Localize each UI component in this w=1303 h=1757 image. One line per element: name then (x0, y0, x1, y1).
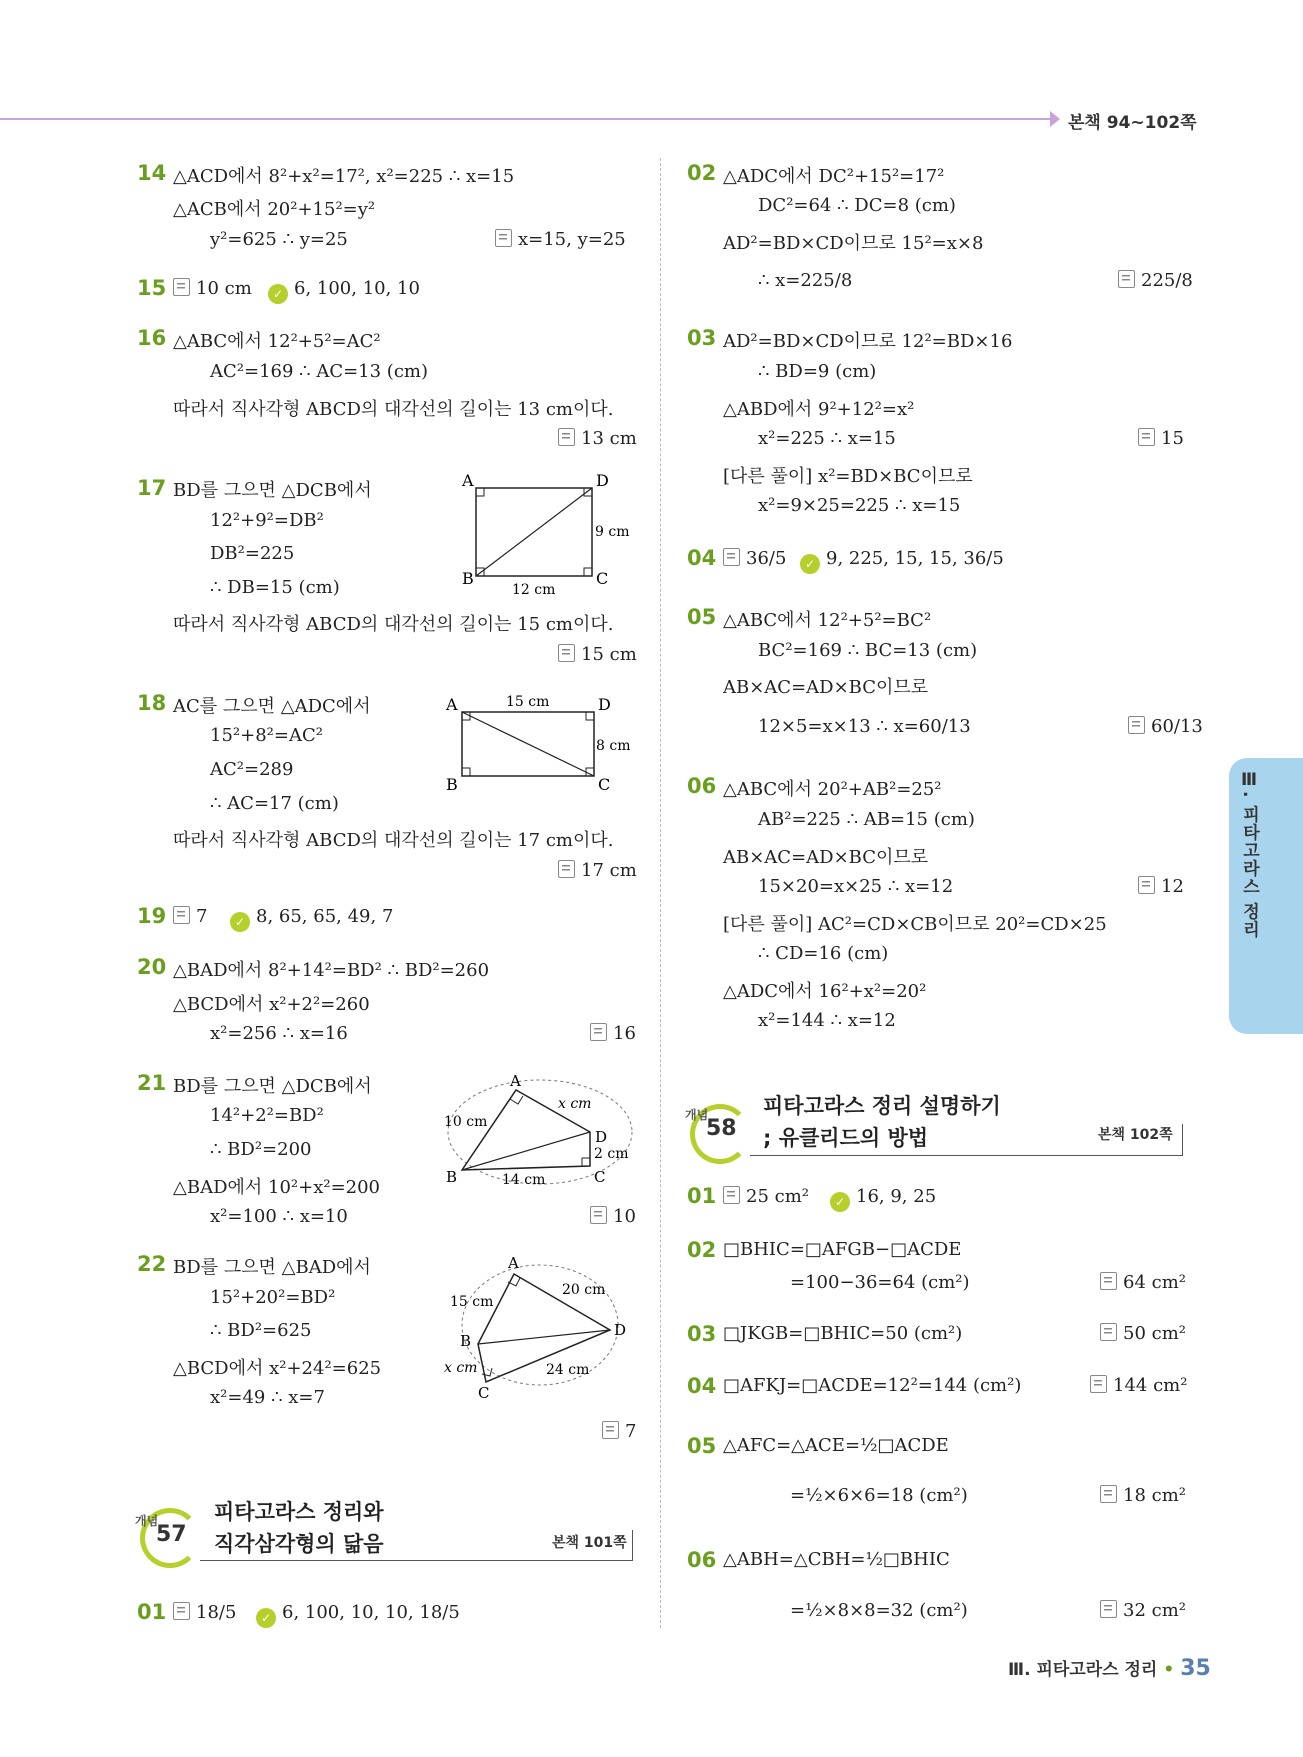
concept-underline (750, 1155, 1182, 1156)
answer: 10 cm (173, 278, 252, 299)
solution-line: ∴ AC=17 (cm) (210, 793, 339, 814)
concept-title-line2: 직각삼각형의 닮음 (214, 1532, 384, 1556)
problem-number: 19 (137, 904, 167, 928)
edge-label-bc: 14 cm (502, 1172, 546, 1188)
solution-line: AB×AC=AD×BC이므로 (723, 677, 929, 698)
check-values: 16, 9, 25 (856, 1186, 937, 1207)
solution-line: AB²=225 ∴ AB=15 (cm) (758, 809, 975, 830)
solution-line: AD²=BD×CD이므로 12²=BD×16 (723, 331, 1013, 352)
problem-number: 05 (687, 1434, 717, 1458)
solution-line: BD를 그으면 △DCB에서 (173, 480, 372, 501)
check-values: 9, 225, 15, 15, 36/5 (826, 548, 1004, 569)
solution-line: [다른 풀이] x²=BD×BC이므로 (723, 466, 973, 487)
page-footer: Ⅲ. 피타고라스 정리 • 35 (1008, 1656, 1211, 1681)
problem-number: 16 (137, 326, 167, 350)
solution-line: △BCD에서 x²+2²=260 (173, 994, 370, 1015)
solution-line: ∴ DB=15 (cm) (210, 577, 340, 598)
header-arrow-icon (1050, 111, 1060, 127)
solution-line: △ABH=△CBH=½□BHIC (723, 1549, 950, 1570)
check-values: 8, 65, 65, 49, 7 (256, 906, 394, 927)
problem-number: 06 (687, 1548, 717, 1572)
solution-line: =½×6×6=18 (cm²) (790, 1485, 968, 1506)
answer: 18 cm² (1100, 1485, 1186, 1506)
solution-line: △BAD에서 10²+x²=200 (173, 1177, 381, 1198)
solution-line: AC를 그으면 △ADC에서 (173, 696, 371, 717)
bottom-length-label: 12 cm (512, 582, 556, 598)
problem-number: 20 (137, 955, 167, 979)
solution-line: x²=225 ∴ x=15 (758, 428, 896, 449)
vertex-label-d: D (595, 1128, 608, 1146)
vertex-label-c: C (598, 775, 611, 794)
vertex-label-d: D (598, 695, 611, 714)
vertex-label-c: C (596, 569, 609, 588)
problem-number: 03 (687, 326, 717, 350)
answer: 12 (1138, 876, 1184, 897)
answer: 15 cm (558, 644, 637, 665)
top-length-label: 15 cm (506, 694, 550, 710)
concept-underline (200, 1560, 632, 1561)
edge-label-dc: 2 cm (594, 1146, 629, 1162)
solution-line: DB²=225 (210, 543, 295, 564)
solution-line: 12×5=x×13 ∴ x=60/13 (758, 716, 971, 737)
problem-number: 02 (687, 161, 717, 185)
edge-label-ab: 10 cm (444, 1114, 488, 1130)
solution-line: △AFC=△ACE=½□ACDE (723, 1435, 949, 1456)
problem-number: 03 (687, 1322, 717, 1346)
solution-line: 15²+8²=AC² (210, 725, 323, 746)
solution-line: ∴ x=225/8 (758, 270, 853, 291)
answer: 64 cm² (1100, 1272, 1186, 1293)
solution-line: △ADC에서 16²+x²=20² (723, 981, 927, 1002)
solution-line: △ABC에서 12²+5²=AC² (173, 331, 381, 352)
answer: 7 (602, 1421, 636, 1442)
solution-line: △ACD에서 8²+x²=17², x²=225 ∴ x=15 (173, 166, 515, 187)
problem-number: 04 (687, 546, 717, 570)
problem-number: 04 (687, 1374, 717, 1398)
header-rule (0, 118, 1055, 120)
pencil-check-icon: ✓ (256, 1608, 276, 1628)
answer: 13 cm (558, 428, 637, 449)
solution-line: △BCD에서 x²+24²=625 (173, 1358, 382, 1379)
column-divider (660, 158, 661, 1628)
answer: 50 cm² (1100, 1323, 1186, 1344)
solution-line: △ABC에서 12²+5²=BC² (723, 610, 932, 631)
problem-number: 02 (687, 1238, 717, 1262)
problem-number: 17 (137, 476, 167, 500)
solution-line: BC²=169 ∴ BC=13 (cm) (758, 640, 978, 661)
edge-label-ad: 20 cm (562, 1282, 606, 1298)
solution-line: □BHIC=□AFGB−□ACDE (723, 1239, 962, 1260)
side-length-label: 8 cm (596, 738, 630, 754)
concept-bracket (1182, 1124, 1183, 1156)
solution-line: AC²=169 ∴ AC=13 (cm) (210, 361, 428, 382)
vertex-label-b: B (446, 1168, 458, 1186)
check-line (250, 278, 420, 304)
problem-number: 18 (137, 691, 167, 715)
vertex-label-b: B (462, 569, 474, 588)
concept-number: 57 (156, 1522, 187, 1547)
solution-line: 15×20=x×25 ∴ x=12 (758, 876, 954, 897)
solution-line: 따라서 직사각형 ABCD의 대각선의 길이는 17 cm이다. (173, 830, 614, 851)
answer: 15 (1138, 428, 1184, 449)
pencil-check-icon: ✓ (230, 912, 250, 932)
figure-18-rectangle (440, 690, 630, 800)
edge-label-ab: 15 cm (450, 1294, 494, 1310)
solution-line: y²=625 ∴ y=25 (210, 229, 348, 250)
check-line (212, 906, 393, 932)
vertex-label-c: C (594, 1168, 606, 1186)
vertex-label-c: C (478, 1384, 490, 1400)
solution-line: ∴ BD²=625 (210, 1320, 312, 1341)
answer: x=15, y=25 (495, 229, 626, 250)
solution-line: 12²+9²=DB² (210, 510, 324, 531)
check-line (782, 548, 1004, 574)
solution-line: BD를 그으면 △BAD에서 (173, 1257, 371, 1278)
figure-22-quadrilateral (440, 1250, 640, 1400)
pencil-check-icon: ✓ (830, 1192, 850, 1212)
solution-line: AC²=289 (210, 759, 294, 780)
vertex-label-a: A (462, 471, 474, 490)
answer: 7 (173, 906, 207, 927)
edge-label-cd: 24 cm (546, 1362, 590, 1378)
vertex-label-d: D (596, 471, 609, 490)
problem-number: 14 (137, 161, 167, 185)
problem-number: 06 (687, 774, 717, 798)
concept-label: 개념 (685, 1108, 709, 1122)
pencil-check-icon: ✓ (268, 284, 288, 304)
solution-line: 따라서 직사각형 ABCD의 대각선의 길이는 13 cm이다. (173, 399, 614, 420)
check-values: 6, 100, 10, 10 (294, 278, 420, 299)
solution-line: △ADC에서 DC²+15²=17² (723, 166, 945, 187)
concept-title-line1: 피타고라스 정리 설명하기 (763, 1094, 1001, 1118)
answer: 32 cm² (1100, 1600, 1186, 1621)
vertex-label-a: A (508, 1254, 519, 1272)
problem-number: 21 (137, 1071, 167, 1095)
solution-line: 14²+2²=BD² (210, 1105, 324, 1126)
solution-line: [다른 풀이] AC²=CD×CB이므로 20²=CD×25 (723, 914, 1107, 935)
footer-chapter: Ⅲ. 피타고라스 정리 (1008, 1660, 1158, 1680)
concept-title-line2: ; 유클리드의 방법 (763, 1126, 929, 1150)
solution-line: △ACB에서 20²+15²=y² (173, 199, 376, 220)
answer: 10 (590, 1206, 636, 1227)
solution-line: x²=49 ∴ x=7 (210, 1387, 325, 1408)
check-values: 6, 100, 10, 10, 18/5 (282, 1602, 460, 1623)
header-page-ref: 본책 94~102쪽 (1068, 113, 1197, 133)
solution-line: x²=144 ∴ x=12 (758, 1010, 896, 1031)
solution-line: AB×AC=AD×BC이므로 (723, 847, 929, 868)
concept-number: 58 (706, 1116, 737, 1141)
solution-line: ∴ CD=16 (cm) (758, 943, 889, 964)
solution-line: x²=100 ∴ x=10 (210, 1206, 348, 1227)
vertex-label-a: A (446, 695, 458, 714)
problem-number: 01 (687, 1184, 717, 1208)
solution-line: DC²=64 ∴ DC=8 (cm) (758, 195, 956, 216)
solution-line: □AFKJ=□ACDE=12²=144 (cm²) (723, 1375, 1022, 1396)
concept-page-ref: 본책 101쪽 (552, 1535, 627, 1551)
solution-line: ∴ BD=9 (cm) (758, 361, 877, 382)
concept-title-line1: 피타고라스 정리와 (214, 1500, 384, 1524)
concept-page-ref: 본책 102쪽 (1098, 1127, 1173, 1143)
solution-line: △ABD에서 9²+12²=x² (723, 399, 915, 420)
answer: 60/13 (1128, 716, 1203, 737)
solution-line: AD²=BD×CD이므로 15²=x×8 (723, 233, 984, 254)
vertex-label-d: D (614, 1321, 627, 1339)
answer: 25 cm² (723, 1186, 809, 1207)
problem-number: 01 (137, 1600, 167, 1624)
side-length-label: 9 cm (595, 524, 630, 540)
vertex-label-b: B (446, 775, 458, 794)
solution-line: △BAD에서 8²+14²=BD² ∴ BD²=260 (173, 960, 490, 981)
problem-number: 15 (137, 276, 167, 300)
solution-line: BD를 그으면 △DCB에서 (173, 1076, 372, 1097)
page-number: 35 (1180, 1656, 1211, 1681)
solution-line: □JKGB=□BHIC=50 (cm²) (723, 1323, 963, 1344)
answer: 18/5 (173, 1602, 236, 1623)
concept-label: 개념 (135, 1514, 159, 1528)
solution-line: △ABC에서 20²+AB²=25² (723, 779, 942, 800)
figure-17-rectangle (450, 470, 630, 600)
check-line (812, 1186, 936, 1212)
vertex-label-b: B (460, 1332, 472, 1350)
solution-line: x²=256 ∴ x=16 (210, 1023, 348, 1044)
solution-line: 15²+20²=BD² (210, 1287, 336, 1308)
edge-label-ad: x cm (558, 1096, 592, 1112)
answer: 17 cm (558, 860, 637, 881)
chapter-side-tab-label: Ⅲ. 피타고라스 정리 (1239, 770, 1259, 939)
answer: 225/8 (1118, 270, 1193, 291)
pencil-check-icon: ✓ (800, 554, 820, 574)
figure-21-quadrilateral (440, 1070, 640, 1195)
solution-line: =½×8×8=32 (cm²) (790, 1600, 968, 1621)
solution-line: 따라서 직사각형 ABCD의 대각선의 길이는 15 cm이다. (173, 614, 614, 635)
solution-line: =100−36=64 (cm²) (790, 1272, 970, 1293)
solution-line: ∴ BD²=200 (210, 1139, 312, 1160)
problem-number: 22 (137, 1252, 167, 1276)
concept-bracket (632, 1530, 633, 1561)
answer: 36/5 (723, 548, 786, 569)
answer: 144 cm² (1090, 1375, 1187, 1396)
solution-line: x²=9×25=225 ∴ x=15 (758, 495, 961, 516)
answer: 16 (590, 1023, 636, 1044)
edge-label-bc: x cm (444, 1360, 478, 1376)
check-line (238, 1602, 460, 1628)
vertex-label-a: A (510, 1072, 521, 1090)
problem-number: 05 (687, 605, 717, 629)
